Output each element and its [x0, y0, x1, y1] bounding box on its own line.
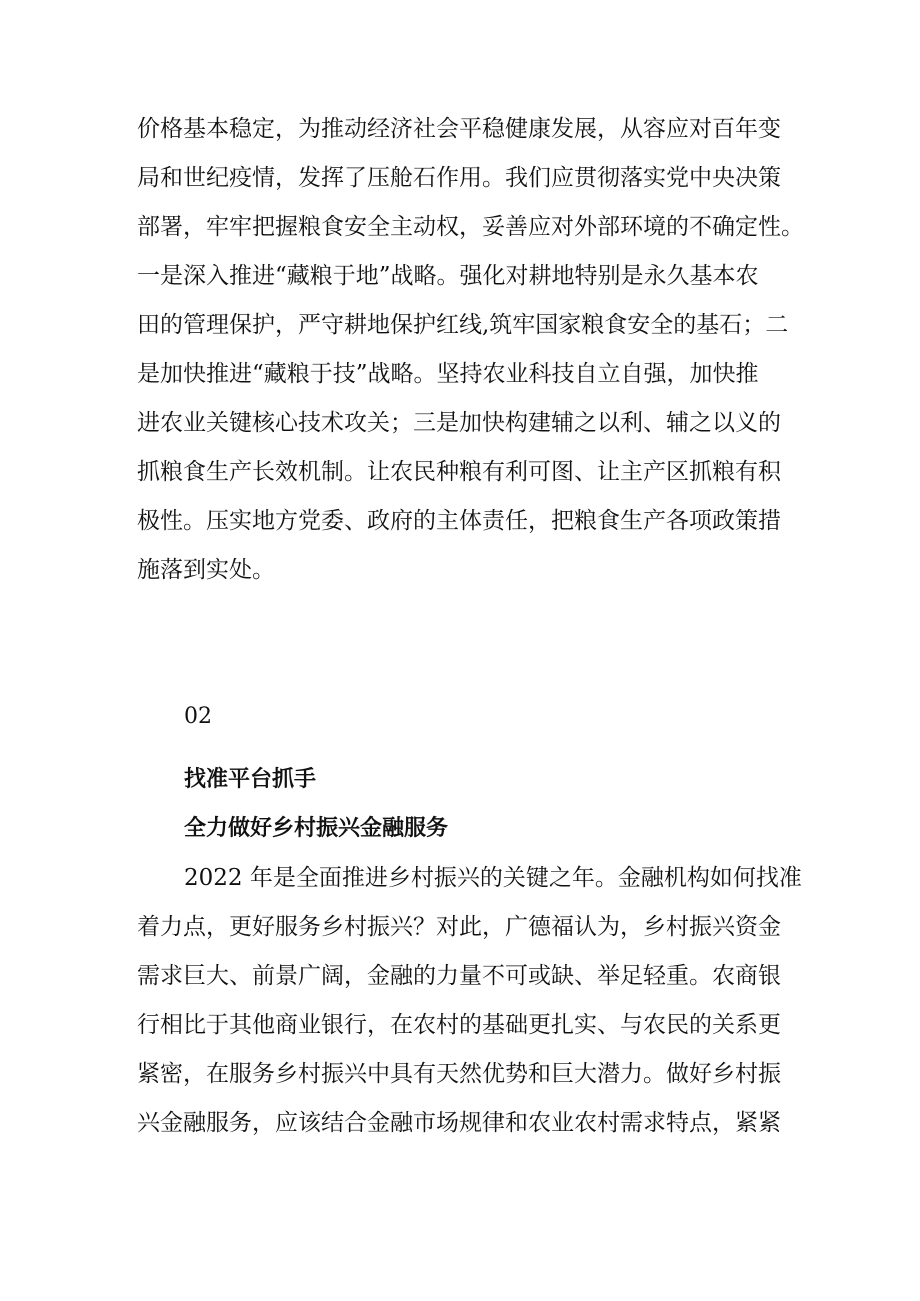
paragraph-line: 抓粮食生产长效机制。让农民种粮有利可图、让主产区抓粮有积: [137, 459, 781, 485]
paragraph-line: 是加快推进“藏粮于技”战略。坚持农业科技自立自强，加快推: [137, 361, 759, 387]
paragraph-line: 极性。压实地方党委、政府的主体责任，把粮食生产各项政策措: [137, 508, 781, 534]
paragraph-line: 施落到实处。: [137, 557, 275, 583]
section-heading-line2: 全力做好乡村振兴金融服务: [184, 816, 449, 841]
paragraph-line: 部署，牢牢把握粮食安全主动权，妥善应对外部环境的不确定性。: [137, 214, 804, 240]
paragraph-line: 紧密，在服务乡村振兴中具有天然优势和巨大潜力。做好乡村振: [137, 1061, 781, 1087]
paragraph-line: 进农业关键核心技术攻关；三是加快构建辅之以利、辅之以义的: [137, 410, 781, 436]
paragraph-line: 价格基本稳定，为推动经济社会平稳健康发展，从容应对百年变: [137, 116, 781, 142]
paragraph-line: 兴金融服务，应该结合金融市场规律和农业农村需求特点，紧紧: [137, 1110, 781, 1136]
paragraph-line: 田的管理保护，严守耕地保护红线,筑牢国家粮食安全的基石；二: [137, 312, 789, 338]
paragraph-line: 一是深入推进“藏粮于地”战略。强化对耕地特别是永久基本农: [137, 263, 759, 289]
paragraph-line: 需求巨大、前景广阔，金融的力量不可或缺、举足轻重。农商银: [137, 963, 781, 989]
section-number: 02: [184, 704, 212, 729]
paragraph-line: 局和世纪疫情，发挥了压舱石作用。我们应贯彻落实党中央决策: [137, 165, 781, 191]
paragraph-line: 2022 年是全面推进乡村振兴的关键之年。金融机构如何找准: [184, 865, 802, 891]
paragraph-line: 行相比于其他商业银行，在农村的基础更扎实、与农民的关系更: [137, 1012, 781, 1038]
section-heading-line1: 找准平台抓手: [184, 767, 317, 792]
paragraph-line: 着力点，更好服务乡村振兴？对此，广德福认为，乡村振兴资金: [137, 914, 781, 940]
